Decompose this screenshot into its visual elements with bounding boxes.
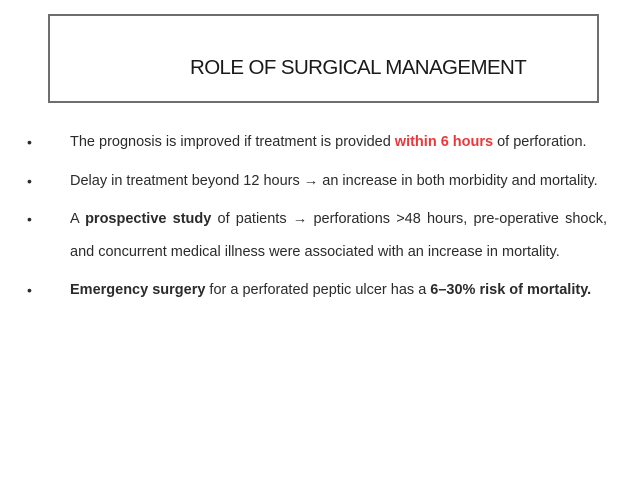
- bullet-list: [27, 126, 607, 313]
- bullet-item-3: [27, 203, 607, 268]
- bullet-2-text-a: Delay in treatment beyond 12 hours: [70, 172, 304, 189]
- arrow-right-icon: →: [292, 211, 308, 227]
- arrow-right-icon: →: [303, 172, 319, 189]
- bullet-4-text: for a perforated peptic ulcer has a: [205, 282, 431, 298]
- bullet-2-text-b: an increase in both morbidity and mortality.: [318, 172, 598, 189]
- bullet-icon: •: [27, 134, 32, 150]
- bullet-1-text-b: of perforation.: [493, 134, 587, 150]
- bullet-1-highlight: within 6 hours: [394, 134, 494, 150]
- bullet-item-4: [27, 274, 607, 307]
- slide-title: ROLE OF SURGICAL MANAGEMENT: [190, 56, 527, 79]
- bullet-item-1: [27, 126, 607, 159]
- bullet-3-text-c: perforations >48 hours, pre-operative shock, and concurrent medical illness were associated with an increase in mortality.: [70, 211, 608, 260]
- bullet-4-bold-a: Emergency surgery: [70, 282, 206, 298]
- bullet-3-text-a: A: [70, 211, 86, 227]
- bullet-4-bold-b: 6–30% risk of mortality.: [430, 282, 592, 298]
- bullet-item-2: [27, 165, 607, 198]
- bullet-3-text-b: of patients: [211, 211, 293, 227]
- bullet-icon: •: [27, 172, 32, 189]
- title-box: [48, 14, 599, 103]
- bullet-1-text-a: The prognosis is improved if treatment is provided: [70, 134, 395, 150]
- bullet-icon: •: [27, 211, 32, 227]
- bullet-3-bold: prospective study: [85, 211, 212, 227]
- bullet-icon: •: [27, 282, 32, 298]
